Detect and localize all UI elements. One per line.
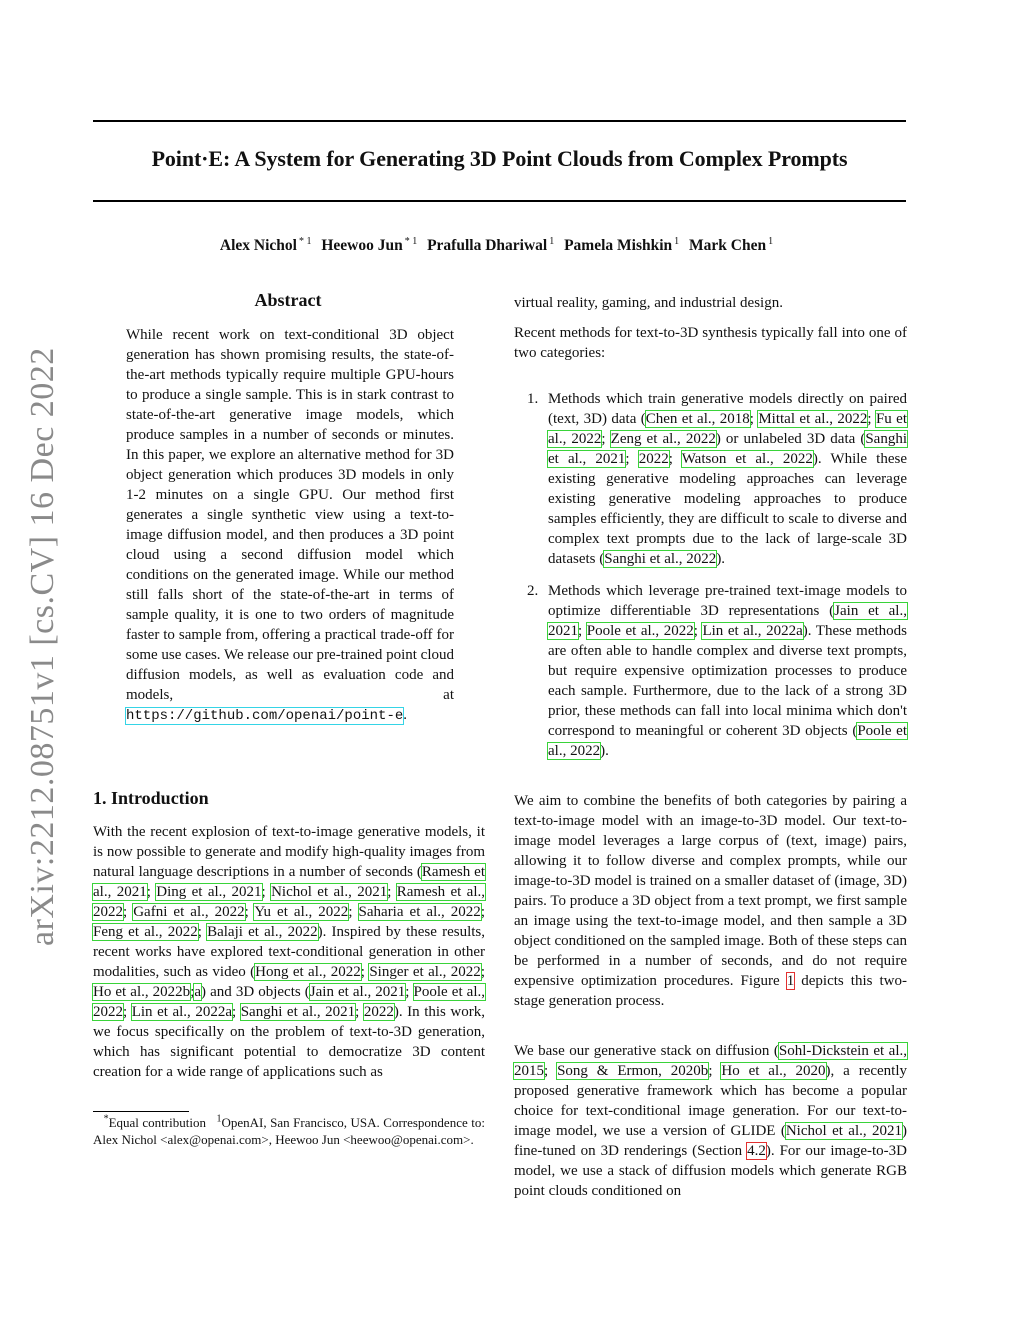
list-number: 1. bbox=[527, 391, 539, 407]
text-run: ) fine-tuned on 3D renderings (Section bbox=[514, 1123, 908, 1159]
citation-link[interactable]: Song & Ermon, 2020b bbox=[557, 1063, 709, 1079]
text-run: ). These methods are often able to handle complex and diverse text prompts, but require expensive optimization processes to produce each sample. Furthermore, due to the lack of a strong 3D prior, these methods can fall into local minima which don't correspond to meaningful or coherent 3D objects ( bbox=[548, 623, 908, 739]
citation-link[interactable]: Mittal et al., 2022 bbox=[758, 411, 868, 427]
text-run: ) or unlabeled 3D data ( bbox=[715, 431, 866, 447]
citation-link[interactable]: Ramesh et al., 2022 bbox=[93, 884, 485, 920]
abstract-text: While recent work on text-conditional 3D object generation has shown promising results, the state-of-the-art methods typically require multiple GPU-hours to produce a single sample. This is in stark contrast to state-of-the-art generative image models, which produce samples in a number of seconds or minutes. In this paper, we explore an alternative method for 3D object generation which produces 3D models in only 1-2 minutes on a single GPU. Our method first generates a single synthetic view using a text-to-image diffusion model, and then produces a 3D point cloud using a second diffusion model which conditions on the generated image. While our method still falls short of the state-of-the-art in terms of sample quality, it is one to two orders of magnitude faster to sample from, offering a practical trade-off for some use cases. We release our pre-trained point cloud diffusion models, as well as evaluation code and models, at bbox=[126, 327, 454, 703]
section-reference-link[interactable]: 4.2 bbox=[747, 1143, 766, 1159]
text-run: ). Inspired by these results, recent works have explored text-conditional generation in other modalities, such as video ( bbox=[93, 924, 486, 980]
footnote-text: Equal contribution bbox=[108, 1115, 206, 1130]
code-link[interactable]: https://github.com/openai/point-e bbox=[126, 708, 404, 724]
author-name: Pamela Mishkin bbox=[564, 237, 673, 255]
text-run: ) and 3D objects ( bbox=[201, 984, 310, 1000]
abstract-end: . bbox=[403, 707, 407, 723]
section-heading-introduction: 1. Introduction bbox=[93, 788, 209, 808]
text-run: We base our generative stack on diffusion ( bbox=[514, 1043, 779, 1059]
text-run: ), a recently proposed generative framework which has become a popular choice for text-conditional image generation. For our text-to-image model, we use a version of GLIDE ( bbox=[514, 1063, 908, 1139]
author-mark: 1 bbox=[768, 236, 774, 247]
author-mark: 1 bbox=[674, 236, 680, 247]
citation-link[interactable]: Balaji et al., 2022 bbox=[207, 924, 318, 940]
text-run: depicts this two-stage generation process. bbox=[514, 973, 907, 1009]
citation-link[interactable]: Nichol et al., 2021 bbox=[271, 884, 388, 900]
citation-link[interactable]: Jain et al., 2021 bbox=[548, 603, 907, 639]
citation-link[interactable]: Poole et al., 2022 bbox=[548, 723, 907, 759]
citation-link[interactable]: Fu et al., 2022 bbox=[548, 411, 908, 447]
citation-link[interactable]: Yu et al., 2022 bbox=[254, 904, 349, 920]
author-name: Heewoo Jun bbox=[321, 237, 403, 255]
text-run: ). While these existing generative modeling approaches can leverage existing generative modeling approaches to produce samples efficiently, they are difficult to scale to diverse and complex text prompts due to the lack of large-scale 3D datasets ( bbox=[548, 451, 908, 567]
paper-title: Point·E: A System for Generating 3D Point Clouds from Complex Prompts bbox=[151, 146, 848, 171]
citation-link[interactable]: Ding et al., 2021 bbox=[156, 884, 262, 900]
citation-link[interactable]: Gafni et al., 2022 bbox=[133, 904, 245, 920]
title-bottom-rule bbox=[93, 200, 906, 202]
footnote-rule bbox=[93, 1111, 189, 1112]
citation-link[interactable]: Poole et al., 2022 bbox=[93, 984, 485, 1020]
citation-link[interactable]: Sanghi et al., 2021 bbox=[548, 431, 908, 467]
right-paragraph-3: We base our generative stack on diffusion (Sohl-Dickstein et al., 2015; Song & Ermon, 2020b; Ho et al., 2020), a recently proposed generative framework which has become a popular choice for text-conditional image generation. For our text-to-image model, we use a version of GLIDE (Nichol et al., 2021) fine-tuned on 3D renderings (Section 4.2). For our image-to-3D model, we use a stack of diffusion models which generate RGB point clouds conditioned on bbox=[514, 1043, 908, 1199]
citation-link[interactable]: Lin et al., 2022a bbox=[702, 623, 803, 639]
citation-link[interactable]: Hong et al., 2022 bbox=[255, 964, 361, 980]
citation-link[interactable]: Sanghi et al., 2022 bbox=[604, 551, 717, 567]
figure-reference-link[interactable]: 1 bbox=[786, 973, 795, 989]
author-mark: * 1 bbox=[404, 236, 418, 247]
list-item: 2. Methods which leverage pre-trained text-image models to optimize differentiable 3D representations (Jain et al., 2021; Poole et al., 2022; Lin et al., 2022a). These methods are often able to handle complex and diverse text prompts, but require expensive optimization processes to produce each sample. Furthermore, due to the lack of a strong 3D prior, these methods can fall into local minima which don't correspond to meaningful or coherent 3D objects (Poole et al., 2022). bbox=[527, 583, 908, 759]
citation-link[interactable]: Sohl-Dickstein et al., 2015 bbox=[514, 1043, 907, 1079]
author-name: Prafulla Dhariwal bbox=[427, 237, 548, 255]
footnote: *Equal contribution $^1$OpenAI, San Francisco, USA. Correspondence to: Alex Nichol <alex@openai.com>, Heewoo Jun <heewoo@openai.com>. bbox=[93, 1113, 485, 1147]
text-run: ). For our image-to-3D model, we use a stack of diffusion models which generate RGB point clouds conditioned on bbox=[514, 1143, 907, 1199]
citation-link[interactable]: Ho et al., 2022b bbox=[93, 984, 191, 1000]
citation-link[interactable]: Jain et al., 2021 bbox=[309, 984, 406, 1000]
citation-link[interactable]: Zeng et al., 2022 bbox=[610, 431, 716, 447]
footnote-text: OpenAI, San Francisco, USA. Correspondence to: Alex Nichol <alex@openai.com>, Heewoo Jun <heewoo@openai.com>. bbox=[93, 1115, 485, 1147]
citation-link[interactable]: Ramesh et al., 2021 bbox=[93, 864, 485, 900]
citation-link[interactable]: Nichol et al., 2021 bbox=[785, 1123, 903, 1139]
title-top-rule bbox=[93, 120, 906, 122]
abstract-heading: Abstract bbox=[254, 290, 322, 310]
citation-link[interactable]: a bbox=[194, 984, 202, 1000]
list-number: 2. bbox=[527, 583, 539, 599]
citation-link[interactable]: 2022 bbox=[638, 451, 669, 467]
text-run: ). In this work, we focus specifically on the problem of text-to-3D generation, which has significant potential to democratize 3D content creation for a wide range of applications such as bbox=[93, 1004, 486, 1080]
text-run: ). bbox=[600, 743, 609, 759]
text-run: Methods which leverage pre-trained text-image models to optimize differentiable 3D representations ( bbox=[548, 583, 907, 619]
citation-link[interactable]: Feng et al., 2022 bbox=[93, 924, 198, 940]
citation-link[interactable]: Saharia et al., 2022 bbox=[358, 904, 481, 920]
citation-link[interactable]: Chen et al., 2018 bbox=[645, 411, 750, 427]
right-paragraph-1: Recent methods for text-to-3D synthesis typically fall into one of two categories: bbox=[514, 325, 907, 361]
citation-link[interactable]: 2022 bbox=[363, 1004, 394, 1020]
text-run: We aim to combine the benefits of both categories by pairing a text-to-image model with an image-to-3D model. Our text-to-image model leverages a large corpus of (text, image) pairs, allowing it to follow diverse and complex prompts, while our image-to-3D model is trained on a smaller dataset of (image, 3D) pairs. To produce a 3D object from a text prompt, we first sample an image using the text-to-image model, and then sample a 3D object conditioned on the sampled image. Both of these steps can be performed in a number of seconds, and do not require expensive optimization procedures. Figure bbox=[514, 793, 907, 989]
category-list bbox=[514, 389, 907, 761]
text-run: With the recent explosion of text-to-image generative models, it is now possible to generate and modify high-quality images from natural language descriptions in a number of seconds ( bbox=[93, 824, 485, 880]
right-paragraph-2 bbox=[514, 791, 907, 1011]
author-name: Alex Nichol bbox=[219, 237, 297, 255]
arxiv-identifier: arXiv:2212.08751v1 [cs.CV] 16 Dec 2022 bbox=[24, 347, 61, 946]
introduction-paragraph: With the recent explosion of text-to-image generative models, it is now possible to generate and modify high-quality images from natural language descriptions in a number of seconds (Ramesh et al., 2021; Ding et al., 2021; Nichol et al., 2021; Ramesh et al., 2022; Gafni et al., 2022; Yu et al., 2022; Saharia et al., 2022; Feng et al., 2022; Balaji et al., 2022). Inspired by these results, recent works have explored text-conditional generation in other modalities, such as video (Hong et al., 2022; Singer et al., 2022; Ho et al., 2022b;a) and 3D objects (Jain et al., 2021; Poole et al., 2022; Lin et al., 2022a; Sanghi et al., 2021; 2022). In this work, we focus specifically on the problem of text-to-3D generation, which has significant potential to democratize 3D content creation for a wide range of applications such as bbox=[93, 824, 486, 1080]
author-mark: * 1 bbox=[298, 236, 312, 247]
citation-link[interactable]: Lin et al., 2022a bbox=[131, 1004, 232, 1020]
list-item: 1. Methods which train generative models directly on paired (text, 3D) data (Chen et al., 2018; Mittal et al., 2022; Fu et al., 2022; Zeng et al., 2022) or unlabeled 3D data (Sanghi et al., 2021; 2022; Watson et al., 2022). While these existing generative modeling approaches can leverage existing generative modeling approaches to produce samples efficiently, they are difficult to scale to diverse and complex text prompts due to the lack of large-scale 3D datasets (Sanghi et al., 2022). bbox=[527, 391, 908, 567]
citation-link[interactable]: Poole et al., 2022 bbox=[586, 623, 694, 639]
author-mark: 1 bbox=[549, 236, 555, 247]
author-list bbox=[93, 236, 906, 255]
right-paragraph-0: virtual reality, gaming, and industrial design. bbox=[514, 295, 783, 311]
text-run: Methods which train generative models directly on paired (text, 3D) data ( bbox=[548, 391, 907, 427]
citation-link[interactable]: Sanghi et al., 2021 bbox=[240, 1004, 356, 1020]
author-name: Mark Chen bbox=[689, 237, 767, 255]
citation-link[interactable]: Singer et al., 2022 bbox=[369, 964, 481, 980]
text-run: ). bbox=[716, 551, 726, 567]
abstract-body bbox=[126, 325, 454, 726]
citation-link[interactable]: Ho et al., 2020 bbox=[721, 1063, 826, 1079]
citation-link[interactable]: Watson et al., 2022 bbox=[681, 451, 813, 467]
